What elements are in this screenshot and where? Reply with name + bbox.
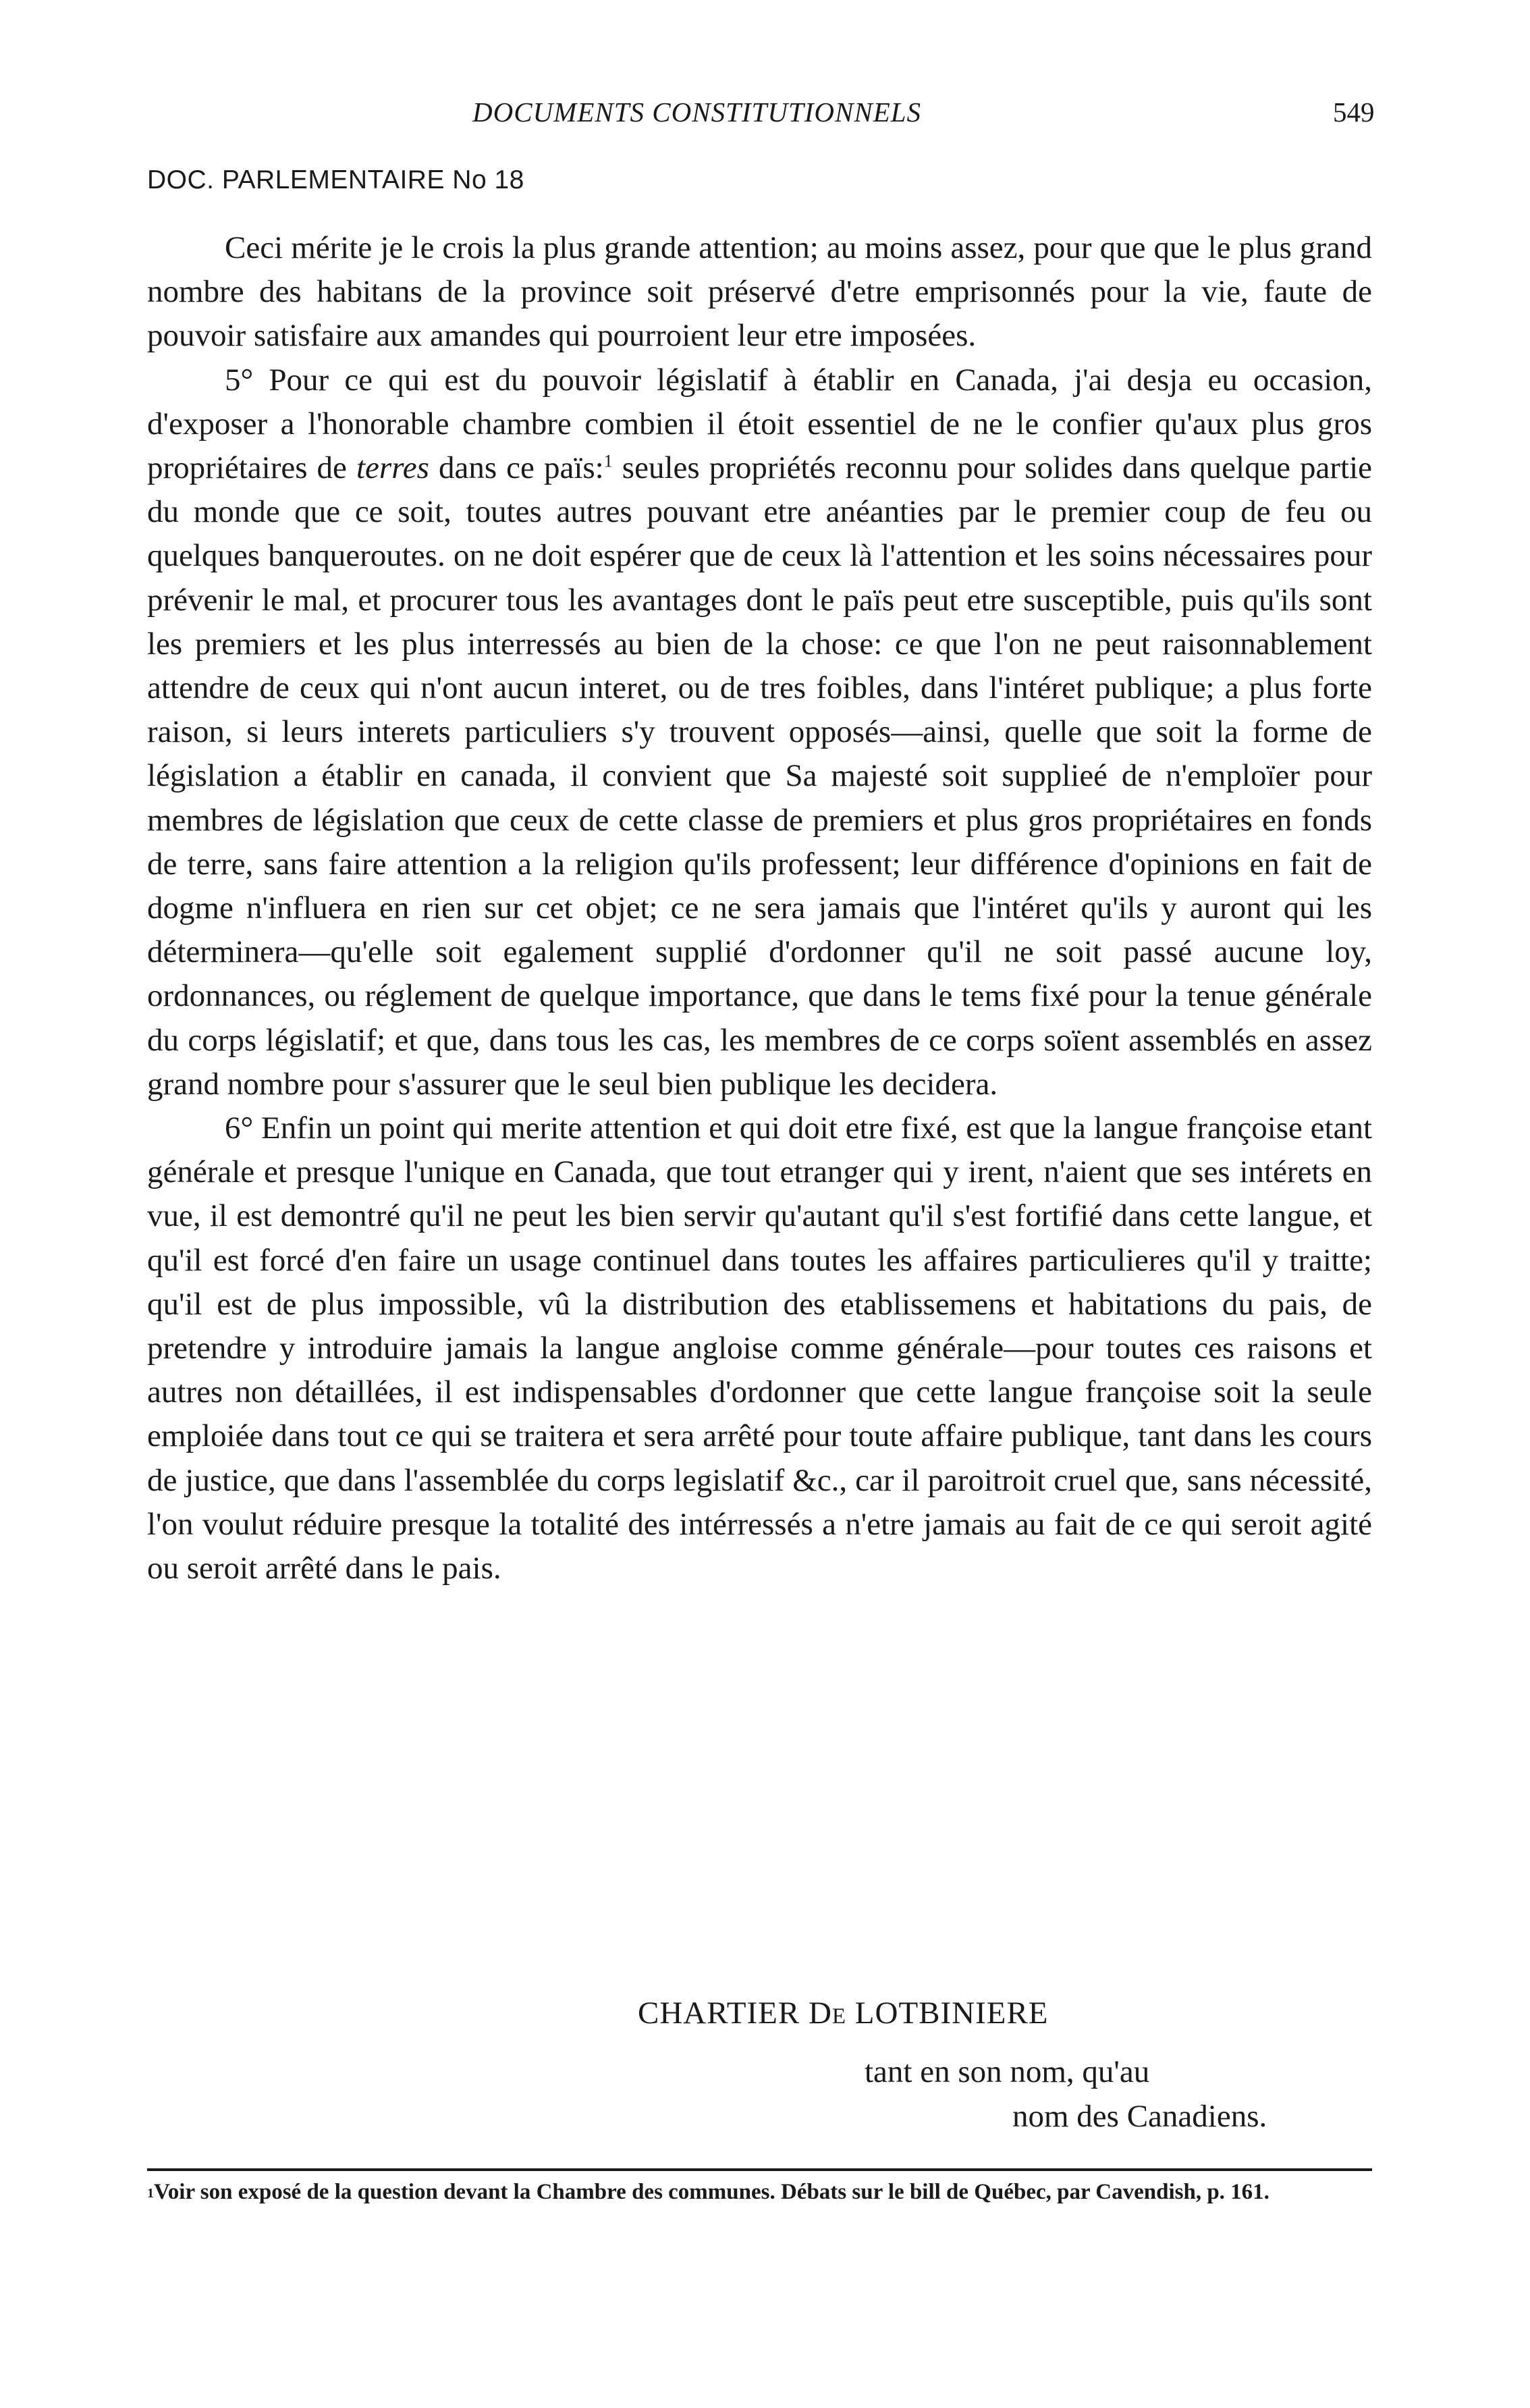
footnote-divider — [147, 2168, 1372, 2171]
body-text — [147, 226, 1372, 1590]
signature-name-part-3: LOTBINIERE — [846, 1996, 1049, 2031]
signature-line-2: nom des Canadiens. — [1012, 2099, 1267, 2134]
paragraph-2-part-3: seules propriétés reconnu pour solides dans quelque partie du monde que ce soit, toutes autres pouvant etre anéanties par le premier coup de feu ou quelques banqueroutes. on ne doit espérer que de ceux là l'attention et les soins nécessaires pour prévenir le mal, et procurer tous les avantages dont le païs peut etre susceptible, puis qu'ils sont les premiers et les plus interressés au bien de la chose: ce que l'on ne peut raisonnablement attendre de ceux qui n'ont aucun interet, ou de tres foibles, dans l'intéret publique; a plus forte raison, si leurs interets particuliers s'y trouvent opposés—ainsi, quelle que soit la forme de législation a établir en canada, il convient que Sa majesté soit supplieé de n'emploïer pour membres de législation que ceux de cette classe de premiers et plus gros propriétaires en fonds de terre, sans faire attention a la religion qu'ils professent; leur différence d'opinions en fait de dogme n'influera en rien sur cet objet; ce ne sera jamais que l'intéret qu'ils y auront qui les déterminera—qu'elle soit egalement supplié d'ordonner qu'il ne soit passé aucune loy, ordonnances, ou réglement de quelque importance, que dans le tems fixé pour la tenue générale du corps législatif; et que, dans tous les cas, les membres de ce corps soïent assemblés en assez grand nombre pour s'assurer que le seul bien publique les decidera. — [147, 450, 1373, 1102]
footnote-reference-marker[interactable]: 1 — [603, 451, 613, 471]
signature-name-part-2: De — [808, 1996, 847, 2031]
signature-line-1: tant en son nom, qu'au — [865, 2054, 1150, 2089]
footnote-marker: 1 — [147, 2186, 154, 2201]
running-title: DOCUMENTS CONSTITUTIONNELS — [472, 97, 922, 128]
signature-name-part-1: CHARTIER — [638, 1996, 809, 2031]
paragraph-2-italic-word: terres — [356, 450, 429, 486]
footnote-text: Voir son exposé de la question devant la Chambre des communes. Débats sur le bill de Québec, par Cavendish, p. 161. — [154, 2180, 1269, 2204]
paragraph-2-part-2: dans ce païs: — [429, 450, 604, 486]
paragraph-2 — [147, 358, 1372, 1106]
paragraph-2-part-1: 5° Pour ce qui est du pouvoir législatif à établir en Canada, j'ai desja eu occasion, d'exposer a l'honorable chambre combien il étoit essentiel de ne le confier qu'aux plus gros propriétaires de — [147, 362, 1372, 486]
page-number: 549 — [1333, 97, 1375, 128]
paragraph-1: Ceci mérite je le crois la plus grande attention; au moins assez, pour que que le plus grand nombre des habitans de la province soit préservé d'etre emprisonnés pour la vie, faute de pouvoir satisfaire aux amandes qui pourroient leur etre imposées. — [147, 230, 1372, 354]
footnote — [147, 2178, 1372, 2206]
signature-name — [638, 1995, 1049, 2031]
paragraph-3: 6° Enfin un point qui merite attention et qui doit etre fixé, est que la langue françoise etant générale et presque l'unique en Canada, que tout etranger qui y irent, n'aient que ses intérets en vue, il est demontré qu'il ne peut les bien servir qu'autant qu'il s'est fortifié dans cette langue, et qu'il est forcé d'en faire un usage continuel dans toutes les affaires particulieres qu'il y traitte; qu'il est de plus impossible, vû la distribution des etablissemens et habitations du pais, de pretendre y introduire jamais la langue angloise comme générale—pour toutes ces raisons et autres non détaillées, il est indispensables d'ordonner que cette langue françoise soit la seule emploiée dans tout ce qui se traitera et sera arrêté pour toute affaire publique, tant dans les cours de justice, que dans l'assemblée du corps legislatif &c., car il paroitroit cruel que, sans nécessité, l'on voulut réduire presque la totalité des intérressés a n'etre jamais au fait de ce qui seroit agité ou seroit arrêté dans le pais. — [147, 1111, 1372, 1586]
document-label: DOC. PARLEMENTAIRE No 18 — [147, 165, 524, 194]
